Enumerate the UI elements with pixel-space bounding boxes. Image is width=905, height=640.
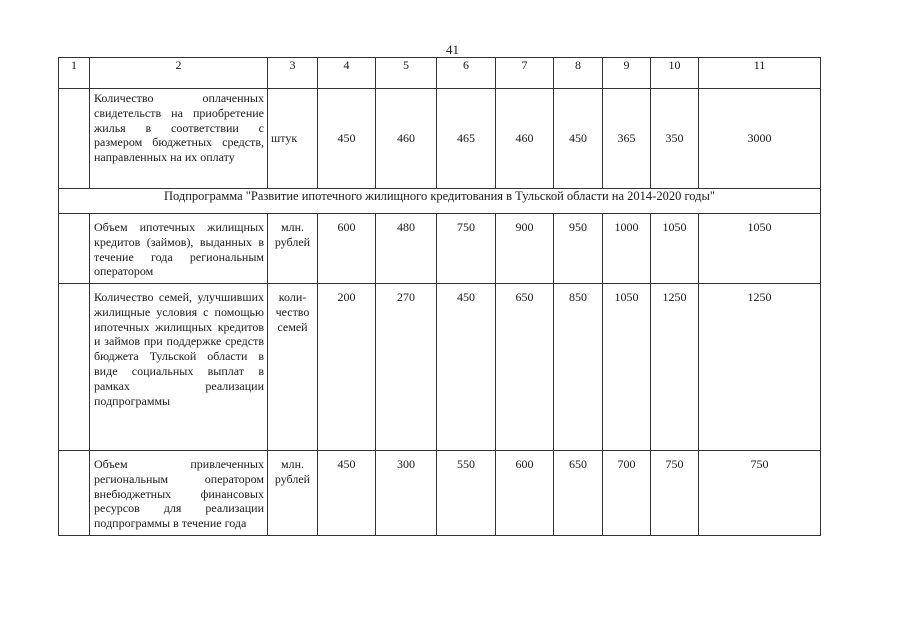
indicator-description: Объем привлеченных региональным оператором внебюджетных финансовых ресурсов для реализации подпрограммы в течение года	[90, 451, 268, 536]
column-header: 6	[437, 58, 496, 89]
row-number-cell	[59, 451, 90, 536]
column-header: 2	[90, 58, 268, 89]
column-header: 8	[554, 58, 603, 89]
value-cell: 650	[496, 284, 554, 451]
value-cell: 460	[496, 89, 554, 189]
column-header: 9	[603, 58, 651, 89]
table-row	[59, 214, 821, 284]
subprogram-title: Подпрограмма "Развитие ипотечного жилищного кредитования в Тульской области на 2014-2020 годы"	[59, 189, 821, 214]
value-cell: 460	[376, 89, 437, 189]
value-cell: 450	[554, 89, 603, 189]
column-header: 5	[376, 58, 437, 89]
column-header: 11	[699, 58, 821, 89]
indicators-table	[58, 57, 821, 536]
value-cell: 750	[437, 214, 496, 284]
table-row	[59, 89, 821, 189]
table-row	[59, 451, 821, 536]
value-cell: 365	[603, 89, 651, 189]
value-cell: 1000	[603, 214, 651, 284]
value-cell: 1050	[651, 214, 699, 284]
page-number: 41	[446, 42, 459, 57]
row-number-cell	[59, 214, 90, 284]
value-cell: 1250	[651, 284, 699, 451]
table-header-row	[59, 58, 821, 89]
indicator-description: Количество семей, улучшивших жилищные условия с помощью ипотечных жилищных кредитов и займов при поддержке средств бюджета Тульской области в виде социальных выплат в рамках реализации подпрограммы	[90, 284, 268, 451]
indicator-description: Объем ипотечных жилищных кредитов (займов), выданных в течение года региональным оператором	[90, 214, 268, 284]
unit-cell: млн. рублей	[268, 451, 318, 536]
row-number-cell	[59, 89, 90, 189]
value-cell: 450	[318, 89, 376, 189]
column-header: 4	[318, 58, 376, 89]
row-number-cell	[59, 284, 90, 451]
value-cell: 550	[437, 451, 496, 536]
value-cell: 1250	[699, 284, 821, 451]
value-cell: 900	[496, 214, 554, 284]
value-cell: 750	[699, 451, 821, 536]
value-cell: 700	[603, 451, 651, 536]
value-cell: 650	[554, 451, 603, 536]
unit-cell: млн. рублей	[268, 214, 318, 284]
value-cell: 480	[376, 214, 437, 284]
value-cell: 200	[318, 284, 376, 451]
value-cell: 450	[437, 284, 496, 451]
value-cell: 600	[318, 214, 376, 284]
table-row	[59, 284, 821, 451]
value-cell: 270	[376, 284, 437, 451]
column-header: 7	[496, 58, 554, 89]
column-header: 1	[59, 58, 90, 89]
value-cell: 1050	[699, 214, 821, 284]
value-cell: 3000	[699, 89, 821, 189]
value-cell: 350	[651, 89, 699, 189]
value-cell: 1050	[603, 284, 651, 451]
column-header: 10	[651, 58, 699, 89]
indicator-description: Количество оплаченных свидетельств на приобретение жилья в соответствии с размером бюджетных средств, направленных на их оплату	[90, 89, 268, 189]
value-cell: 450	[318, 451, 376, 536]
value-cell: 300	[376, 451, 437, 536]
value-cell: 950	[554, 214, 603, 284]
subprogram-heading-row	[59, 189, 821, 214]
value-cell: 850	[554, 284, 603, 451]
value-cell: 600	[496, 451, 554, 536]
value-cell: 465	[437, 89, 496, 189]
column-header: 3	[268, 58, 318, 89]
unit-cell: коли-чество семей	[268, 284, 318, 451]
unit-cell: штук	[268, 89, 318, 189]
value-cell: 750	[651, 451, 699, 536]
